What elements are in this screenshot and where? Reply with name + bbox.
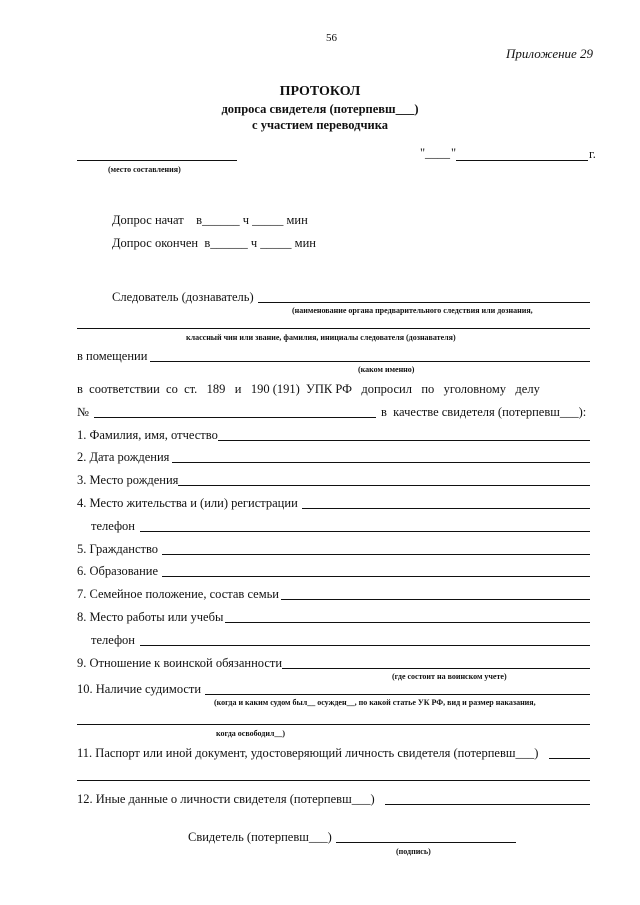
- document-subtitle-2: с участием переводчика: [252, 118, 388, 132]
- field-5-input[interactable]: [162, 554, 590, 555]
- field-6-input[interactable]: [162, 576, 590, 577]
- field-9-input[interactable]: [282, 668, 590, 669]
- field-4-phone-label: телефон: [91, 519, 135, 533]
- field-7-label: 7. Семейное положение, состав семьи: [77, 587, 279, 601]
- field-4-phone-input[interactable]: [140, 531, 590, 532]
- field-11-input[interactable]: [549, 758, 590, 759]
- document-subtitle-1: допроса свидетеля (потерпевш___): [221, 102, 419, 116]
- field-12-input[interactable]: [385, 804, 590, 805]
- field-11-label: 11. Паспорт или иной документ, удостоверяющий личность свидетеля (потерпевш___): [77, 746, 539, 760]
- field-5-label: 5. Гражданство: [77, 542, 159, 556]
- room-field[interactable]: [150, 361, 590, 362]
- field-3-input[interactable]: [178, 485, 590, 486]
- field-9-caption: (где состоит на воинском учете): [392, 672, 507, 681]
- field-8-phone-input[interactable]: [140, 645, 590, 646]
- interrogation-ended: Допрос окончен в______ ч _____ мин: [112, 236, 316, 250]
- field-10-input[interactable]: [205, 694, 590, 695]
- case-role-text: в качестве свидетеля (потерпевш___):: [381, 405, 587, 419]
- field-10-input-2[interactable]: [77, 724, 590, 725]
- signature-label: Свидетель (потерпевш___): [188, 830, 332, 844]
- room-label: в помещении: [77, 349, 148, 363]
- field-2-input[interactable]: [172, 462, 590, 463]
- interrogation-started: Допрос начат в______ ч _____ мин: [112, 213, 308, 227]
- field-6-label: 6. Образование: [77, 564, 159, 578]
- date-day-field[interactable]: ____: [425, 146, 450, 160]
- room-caption: (каком именно): [358, 365, 415, 374]
- field-11-input-2[interactable]: [77, 780, 590, 781]
- appendix-label: Приложение 29: [506, 46, 594, 61]
- field-8-label: 8. Место работы или учебы: [77, 610, 224, 624]
- rank-caption: классный чин или звание, фамилия, инициалы следователя (дознавателя): [186, 333, 456, 342]
- investigator-field[interactable]: [258, 302, 590, 303]
- investigator-caption: (наименование органа предварительного следствия или дознания,: [292, 306, 533, 315]
- field-10-label: 10. Наличие судимости: [77, 682, 202, 696]
- field-2-label: 2. Дата рождения: [77, 450, 170, 464]
- field-9-label: 9. Отношение к воинской обязанности: [77, 656, 283, 670]
- field-4-label: 4. Место жительства и (или) регистрации: [77, 496, 298, 510]
- field-12-label: 12. Иные данные о личности свидетеля (потерпевш___): [77, 792, 375, 806]
- signature-caption: (подпись): [396, 847, 431, 856]
- case-number-field[interactable]: [94, 417, 376, 418]
- field-7-input[interactable]: [281, 599, 590, 600]
- document-title: ПРОТОКОЛ: [279, 84, 361, 99]
- field-4-input[interactable]: [302, 508, 590, 509]
- place-caption: (место составления): [108, 165, 181, 174]
- field-8-input[interactable]: [225, 622, 590, 623]
- date-month-field[interactable]: [456, 160, 588, 161]
- field-3-label: 3. Место рождения: [77, 473, 179, 487]
- field-1-input[interactable]: [218, 440, 590, 441]
- place-field[interactable]: [77, 160, 237, 161]
- case-number-label: №: [77, 405, 89, 419]
- rank-field[interactable]: [77, 328, 590, 329]
- signature-field[interactable]: [336, 842, 516, 843]
- date-year-suffix: г.: [589, 147, 596, 161]
- investigator-label: Следователь (дознаватель): [112, 290, 254, 304]
- field-10-caption-2: когда освободил__): [216, 729, 286, 738]
- field-8-phone-label: телефон: [91, 633, 135, 647]
- field-10-caption: (когда и каким судом был__ осужден__, по какой статье УК РФ, вид и размер наказания,: [214, 698, 536, 707]
- date-quote-open: ": [420, 146, 426, 160]
- date-quote-close: ": [451, 146, 457, 160]
- accordance-line: в соответствии со ст. 189 и 190 (191) УПК РФ допросил по уголовному делу: [77, 382, 540, 396]
- field-1-label: 1. Фамилия, имя, отчество: [77, 428, 218, 442]
- page-number: 56: [326, 32, 337, 44]
